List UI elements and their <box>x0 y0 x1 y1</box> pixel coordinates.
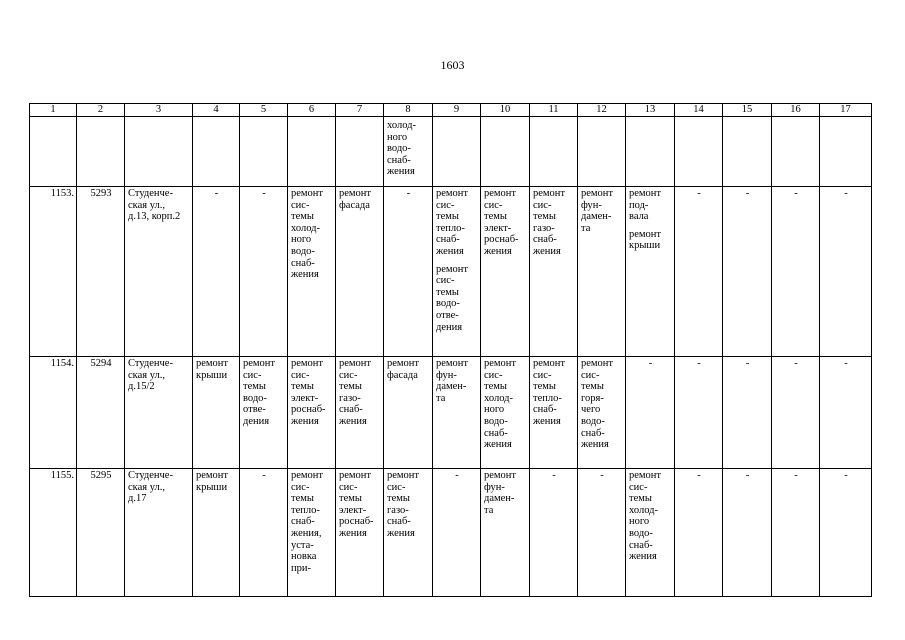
cell-line: жения, <box>291 527 322 539</box>
cell-line: сис- <box>291 481 310 493</box>
cell-line: дамен- <box>581 211 612 223</box>
work-cell <box>336 357 384 469</box>
row-number: 1153. <box>30 187 77 357</box>
cell-line: снаб- <box>387 516 411 528</box>
cell-line: элект- <box>484 222 512 234</box>
cell-line: темы <box>533 381 556 393</box>
col-header: 9 <box>433 104 481 117</box>
cell-line: Студенче- <box>128 358 173 369</box>
cell-line: водо- <box>581 415 605 427</box>
work-cell <box>481 187 530 357</box>
cell-line: крыши <box>196 481 228 493</box>
cell-line: сис- <box>436 199 455 211</box>
cell-line: элект- <box>339 504 367 516</box>
work-cell <box>433 187 481 357</box>
cell-line: жения <box>291 415 319 427</box>
cell-line: жения <box>339 527 367 539</box>
row-number: 1155. <box>30 469 77 597</box>
col-header: 6 <box>288 104 336 117</box>
work-cell <box>288 187 336 357</box>
cell-line: ремонт <box>387 470 420 481</box>
cell-line: ремонт <box>533 358 566 369</box>
cell-line: уста- <box>291 539 314 551</box>
cell-line: холод- <box>387 120 416 131</box>
cell-line: жения <box>387 166 415 178</box>
work-cell <box>384 469 433 597</box>
building-code: 5293 <box>77 187 125 357</box>
cell-line: фун- <box>484 481 505 493</box>
cell-line: темы <box>436 211 459 223</box>
work-cell <box>336 187 384 357</box>
cell-line: ремонт <box>629 228 662 240</box>
cell-line: снаб- <box>291 257 315 269</box>
cell-line: снаб- <box>484 427 508 439</box>
cell-line: газо- <box>339 392 361 404</box>
cell-line: д.15/2 <box>128 381 155 393</box>
cell-dash: - <box>433 469 481 597</box>
cell-line: темы <box>436 286 459 298</box>
address-cell <box>125 187 193 357</box>
col-header: 16 <box>772 104 820 117</box>
cell-line: дамен- <box>436 381 467 393</box>
col-header: 17 <box>820 104 872 117</box>
cell-line: сис- <box>484 199 503 211</box>
cell-dash: - <box>723 469 772 597</box>
cell-line: дамен- <box>484 493 515 505</box>
cell-line: холод- <box>629 504 658 516</box>
cell-dash: - <box>723 357 772 469</box>
cell-line: жения <box>629 551 657 563</box>
cell-line: снаб- <box>339 404 363 416</box>
col-header: 7 <box>336 104 384 117</box>
cell-line: сис- <box>243 369 262 381</box>
cell-line: сис- <box>629 481 648 493</box>
cell-line: сис- <box>484 369 503 381</box>
cell-line: фун- <box>581 199 602 211</box>
cell-line: Студенче- <box>128 188 173 199</box>
cell-dash: - <box>772 357 820 469</box>
cell-line: фасада <box>387 369 418 381</box>
repair-schedule-table <box>29 103 872 597</box>
cell-dash: - <box>193 187 240 357</box>
cell-line: Студенче- <box>128 470 173 481</box>
cell-line: дения <box>436 321 463 333</box>
cell-line: жения <box>581 439 609 451</box>
cell-line: водо- <box>629 527 653 539</box>
col-header: 12 <box>578 104 626 117</box>
cell-line: жения <box>533 415 561 427</box>
cell-line: фасада <box>339 199 370 211</box>
cell-line: ская ул., <box>128 199 165 211</box>
col-header: 13 <box>626 104 675 117</box>
cell-line: д.13, корп.2 <box>128 211 181 223</box>
work-cell <box>288 469 336 597</box>
cell-line: снаб- <box>436 234 460 246</box>
cell-line: ремонт <box>436 358 469 369</box>
cell-dash: - <box>675 187 723 357</box>
cell-line: сис- <box>581 369 600 381</box>
cell-line: под- <box>629 199 649 211</box>
cell-line: темы <box>339 381 362 393</box>
cell-line: темы <box>629 493 652 505</box>
cell-line: темы <box>484 381 507 393</box>
cell-line: жения <box>484 245 512 257</box>
cell-line: ремонт <box>291 188 324 199</box>
cell-line: снаб- <box>533 234 557 246</box>
cell-line: газо- <box>387 504 409 516</box>
cell-line: ремонт <box>339 358 372 369</box>
cell-line: сис- <box>339 481 358 493</box>
cell-line: ремонт <box>484 188 517 199</box>
cell-line: водо- <box>291 245 315 257</box>
page-number: 1603 <box>440 58 465 72</box>
col-header: 5 <box>240 104 288 117</box>
cell-line: отве- <box>243 404 266 416</box>
cell-line: д.17 <box>128 493 147 505</box>
row-number: 1154. <box>30 357 77 469</box>
cell-line: снаб- <box>291 516 315 528</box>
cell-line: темы <box>387 493 410 505</box>
cell-line: холод- <box>484 392 513 404</box>
cell-line: фун- <box>436 369 457 381</box>
cell-line: отве- <box>436 309 459 321</box>
cell-line: при- <box>291 562 311 574</box>
cell-dash: - <box>820 357 872 469</box>
cell-line: крыши <box>629 240 661 252</box>
cell-dash: - <box>772 187 820 357</box>
cell-line: роснаб- <box>291 404 326 416</box>
cell-dash: - <box>675 469 723 597</box>
cell-line: снаб- <box>533 404 557 416</box>
work-cell <box>530 187 578 357</box>
cell-line: снаб- <box>581 427 605 439</box>
work-cell <box>626 469 675 597</box>
col-header: 2 <box>77 104 125 117</box>
cell-line: тепло- <box>533 392 562 404</box>
cell-line: сис- <box>533 369 552 381</box>
cell-line: ного <box>387 131 408 143</box>
address-cell <box>125 469 193 597</box>
cell-line: темы <box>291 381 314 393</box>
cell-line: горя- <box>581 392 604 404</box>
table-row <box>30 187 872 357</box>
cell-continuation <box>384 117 433 187</box>
cell-line: сис- <box>291 199 310 211</box>
work-cell <box>578 357 626 469</box>
work-cell <box>193 357 240 469</box>
cell-line: темы <box>243 381 266 393</box>
work-cell <box>481 357 530 469</box>
cell-line: ская ул., <box>128 369 165 381</box>
cell-line: темы <box>484 211 507 223</box>
cell-line: ремонт <box>484 470 517 481</box>
building-code: 5295 <box>77 469 125 597</box>
cell-dash: - <box>578 469 626 597</box>
work-cell <box>626 187 675 357</box>
cell-line: ремонт <box>533 188 566 199</box>
cell-line: жения <box>339 415 367 427</box>
cell-line: новка <box>291 551 317 563</box>
cell-line: жения <box>387 527 415 539</box>
work-cell <box>193 469 240 597</box>
cell-line: водо- <box>484 415 508 427</box>
work-cell <box>240 357 288 469</box>
table-row <box>30 469 872 597</box>
cell-line: сис- <box>387 481 406 493</box>
cell-line: жения <box>484 439 512 451</box>
col-header: 4 <box>193 104 240 117</box>
work-cell <box>578 187 626 357</box>
cell-line: тепло- <box>291 504 320 516</box>
cell-line: холод- <box>291 222 320 234</box>
column-number-row <box>30 104 872 117</box>
cell-line: ремонт <box>436 263 469 275</box>
cell-line: ремонт <box>629 470 662 481</box>
cell-line: дения <box>243 415 270 427</box>
cell-line: вала <box>629 211 649 223</box>
address-cell <box>125 357 193 469</box>
work-cell <box>384 357 433 469</box>
cell-line: та <box>484 504 494 516</box>
col-header: 8 <box>384 104 433 117</box>
cell-dash: - <box>240 187 288 357</box>
cell-dash: - <box>675 357 723 469</box>
cell-line: ного <box>629 516 650 528</box>
work-cell <box>288 357 336 469</box>
cell-line: та <box>436 392 446 404</box>
cell-line: сис- <box>533 199 552 211</box>
work-cell <box>433 357 481 469</box>
cell-line: снаб- <box>387 154 411 166</box>
cell-line: ремонт <box>339 188 372 199</box>
col-header: 15 <box>723 104 772 117</box>
cell-line: крыши <box>196 369 228 381</box>
cell-dash: - <box>723 187 772 357</box>
cell-line: сис- <box>436 275 455 287</box>
cell-line: ремонт <box>291 470 324 481</box>
cell-line: роснаб- <box>484 234 519 246</box>
cell-line: та <box>581 222 591 234</box>
cell-line: тепло- <box>436 222 465 234</box>
cell-line: темы <box>533 211 556 223</box>
building-code: 5294 <box>77 357 125 469</box>
cell-line: жения <box>436 245 464 257</box>
cell-dash: - <box>820 187 872 357</box>
cell-line: снаб- <box>629 539 653 551</box>
cell-dash: - <box>384 187 433 357</box>
cell-line: ремонт <box>243 358 276 369</box>
continuation-row <box>30 117 872 187</box>
cell-line: жения <box>533 245 561 257</box>
cell-line: ремонт <box>581 358 614 369</box>
cell-line: ремонт <box>387 358 420 369</box>
cell-line: ремонт <box>291 358 324 369</box>
cell-line: сис- <box>339 369 358 381</box>
cell-line: элект- <box>291 392 319 404</box>
work-cell <box>481 469 530 597</box>
cell-line: ская ул., <box>128 481 165 493</box>
cell-dash: - <box>772 469 820 597</box>
cell-dash: - <box>240 469 288 597</box>
work-cell <box>530 357 578 469</box>
cell-line: ремонт <box>436 188 469 199</box>
cell-line: чего <box>581 404 601 416</box>
cell-line: газо- <box>533 222 555 234</box>
cell-dash: - <box>626 357 675 469</box>
work-cell <box>336 469 384 597</box>
col-header: 3 <box>125 104 193 117</box>
cell-line: ремонт <box>629 188 662 199</box>
cell-dash: - <box>530 469 578 597</box>
cell-dash: - <box>820 469 872 597</box>
cell-line: водо- <box>243 392 267 404</box>
col-header: 1 <box>30 104 77 117</box>
cell-line: ремонт <box>196 470 229 481</box>
col-header: 11 <box>530 104 578 117</box>
cell-line: ного <box>291 234 312 246</box>
col-header: 10 <box>481 104 530 117</box>
table-row <box>30 357 872 469</box>
cell-line: ремонт <box>196 358 229 369</box>
cell-line: жения <box>291 269 319 281</box>
cell-line: водо- <box>436 298 460 310</box>
cell-line: ного <box>484 404 505 416</box>
cell-line: водо- <box>387 143 411 155</box>
cell-line: темы <box>581 381 604 393</box>
cell-line: темы <box>291 493 314 505</box>
cell-line: сис- <box>291 369 310 381</box>
cell-line: ремонт <box>339 470 372 481</box>
cell-line: ремонт <box>484 358 517 369</box>
cell-line: темы <box>339 493 362 505</box>
cell-line: роснаб- <box>339 516 374 528</box>
col-header: 14 <box>675 104 723 117</box>
cell-line: темы <box>291 211 314 223</box>
cell-line: ремонт <box>581 188 614 199</box>
